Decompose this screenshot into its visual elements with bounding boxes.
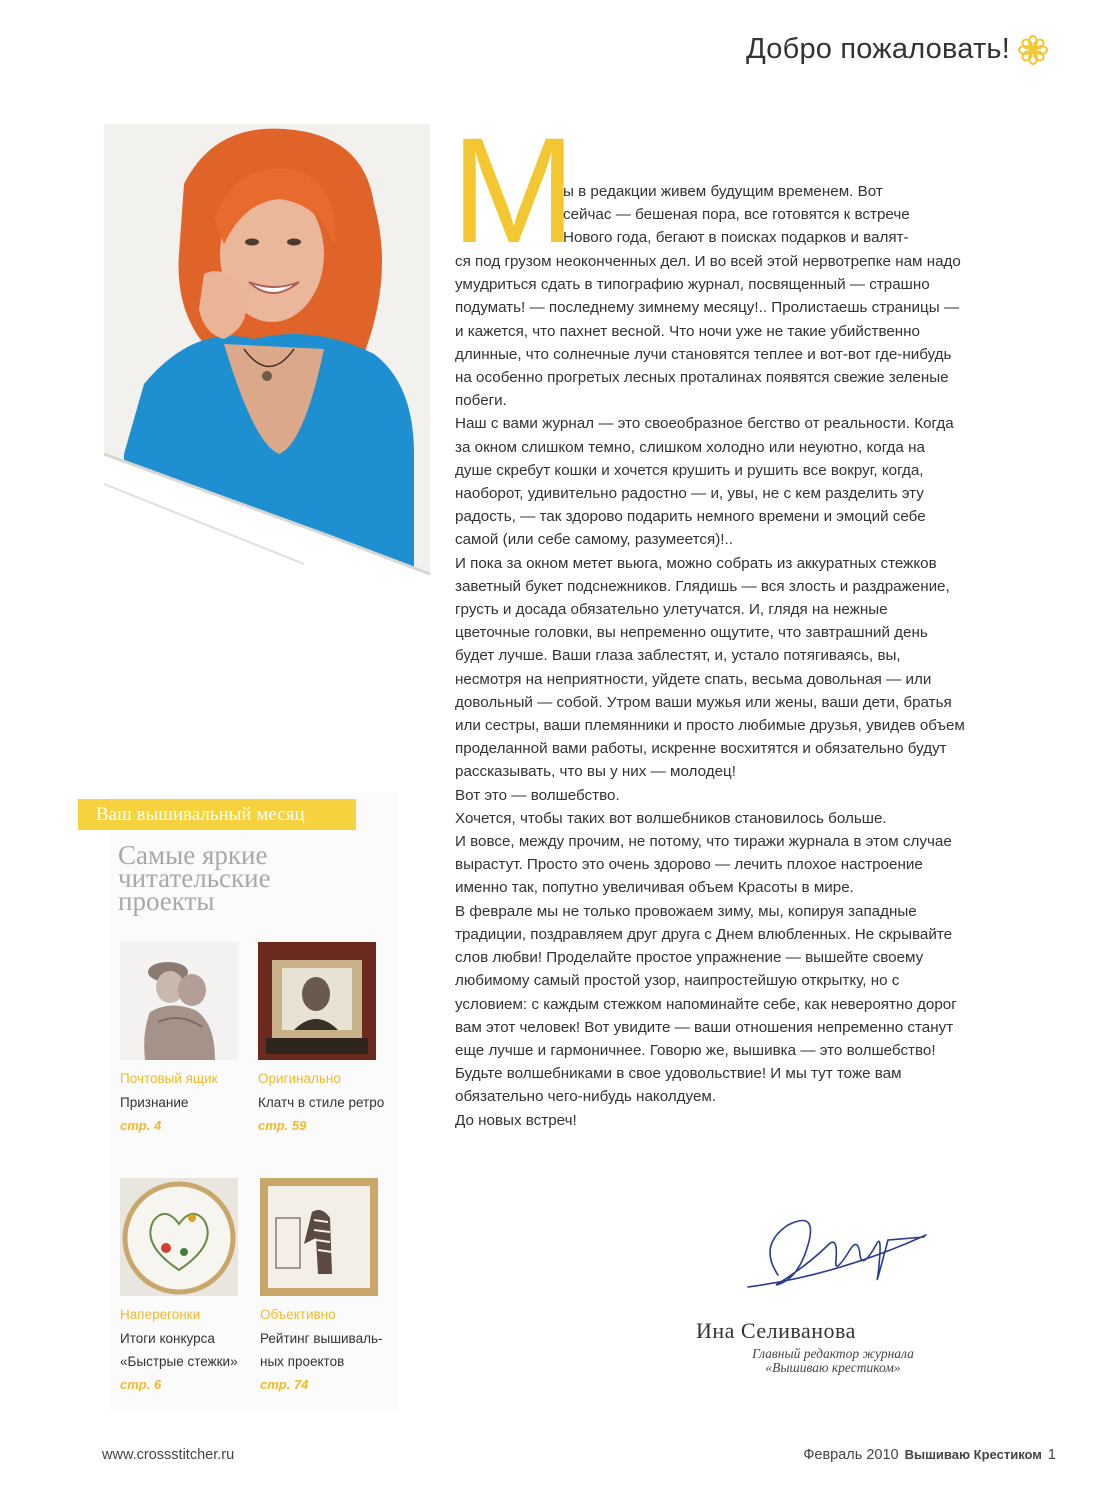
editor-portrait-image [104,124,430,589]
article-first-lines [563,180,965,250]
project-page-link[interactable]: стр. 4 [120,1118,162,1133]
project-description-text: Итоги конкурса «Быстрые стежки» [120,1331,238,1369]
article-paragraph: ся под грузом неоконченных дел. И во всей этой нервотрепке нам надо умудриться сдать в типографию журнал, посвященный — страшно подумать! — последнему зимнему месяцу!.. Пролистаешь страницы — и кажется, что пахнет весной. Что ночи уже не такие убийственно длинные, что солнечные лучи становятся теплее и вот-вот где-нибудь на особенно прогретых лесных проталинах появятся свежие зеленые побеги. [455,253,961,410]
project-card[interactable] [120,1178,250,1396]
article-line: Нового года, бегают в поисках подарков и валят- [563,229,909,247]
article-line: сейчас — бешеная пора, все готовятся к встрече [563,206,910,224]
project-description [120,1327,250,1396]
sketch-couple-image [120,942,238,1060]
article-body [455,250,965,1132]
zebra-stitch-image [260,1178,378,1296]
project-card[interactable] [258,942,388,1137]
article-paragraph: Вот это — волшебство. [455,786,620,804]
reader-projects-sidebar [96,792,398,1412]
page-title: Добро пожаловать! [746,33,1010,65]
drop-cap-letter: М [451,106,576,274]
article-paragraph: Хочется, чтобы таких вот волшебников становилось больше. [455,809,887,827]
project-page-link[interactable]: стр. 6 [120,1377,162,1392]
project-description: Клатч в стиле ретро [258,1095,385,1110]
article-paragraph: Будьте волшебниками в свое удовольствие! И мы тут тоже вам обязательно чего-нибудь наколдуем. [455,1065,902,1106]
issue-date: Февраль 2010 [803,1447,899,1463]
flower-icon [1018,35,1048,65]
sidebar-title-line: проекты [118,886,215,916]
project-card[interactable] [120,942,250,1137]
article-paragraph: И пока за окном метет вьюга, можно собрать из аккуратных стежков заветный букет подснежников. Глядишь — вся злость и раздражение, грусть и досада обязательно улетучатся. И, глядя на нежные цветочные головки, вы непременно ощутите, что завтрашний день будет лучше. Ваши глаза заблестят, и, устало потягиваясь, вы, несмотря на неприятности, уйдете спать, весьма довольная — или довольный — собой. Утром ваши мужья или жены, ваши дети, братья или сестры, ваши племянники и просто любимые друзья, увидев объем проделанной вами работы, искренне восхитятся и обязательно будут рассказывать, что вы у них — молодец! [455,554,965,781]
project-category: Наперегонки [120,1307,201,1322]
drop-cap [451,106,576,274]
article-opening [451,106,965,274]
project-thumbnail [120,1178,238,1296]
project-thumbnail [120,942,238,1060]
project-category: Оригинально [258,1071,341,1086]
sidebar-banner: Ваш вышивальный месяц [78,799,356,830]
project-thumbnail [258,942,376,1060]
magazine-name: Вышиваю Крестиком [904,1447,1042,1462]
project-page-link[interactable]: стр. 59 [258,1118,307,1133]
page-number: 1 [1047,1447,1056,1463]
editor-role-line: «Вышиваю крестиком» [765,1360,901,1375]
project-category: Объективно [260,1307,336,1322]
article-paragraph: До новых встреч! [455,1111,577,1129]
project-thumbnail [260,1178,378,1296]
article-line: ы в редакции живем будущим временем. Вот [563,183,883,200]
sidebar-title-line: Самые яркие [118,840,268,870]
website-link[interactable]: www.crossstitcher.ru [102,1447,235,1463]
article-paragraph: И вовсе, между прочим, не потому, что тиражи журнала в этом случае вырастут. Просто это очень здорово — лечить плохое настроение именно так, попутно увеличивая объем Красоты в мире. [455,833,952,897]
editor-photo [104,124,430,589]
article-paragraph: Наш с вами журнал — это своеобразное бегство от реальности. Когда за окном слишком темно, слишком холодно или неуютно, когда на душе скребут кошки и хочется крушить и рушить все вокруг, когда, наоборот, удивительно радостно — и, увы, не с кем разделить эту радость, — так здорово подарить немного времени и эмоций себе самой (или себе самому, разумеется)!.. [455,415,954,549]
project-card[interactable] [260,1178,390,1396]
page-footer [803,1447,1056,1463]
embroidery-hoop-image [120,1178,238,1296]
editor-role-line: Главный редактор журнала [752,1346,914,1361]
project-description: Признание [120,1095,189,1110]
editor-name: Ина Селиванова [696,1318,856,1343]
retro-clutch-image [258,942,376,1060]
handwritten-signature [748,1205,928,1300]
editorial-article [451,106,965,1132]
project-category: Почтовый ящик [120,1071,218,1086]
sidebar-title [118,840,378,916]
page-header [746,33,1048,66]
editor-role [728,1347,938,1375]
article-paragraph: В феврале мы не только провожаем зиму, мы, копируя западные традиции, поздравляем друг друга с Днем влюбленных. Не скрывайте слов любви! Проделайте простое упражнение — вышейте своему любимому самый простой узор, наипростейшую открытку, но с условием: с каждым стежком напоминайте себе, как невероятно дорог вам этот человек! Вот увидите — ваши отношения непременно станут еще лучше и гармоничнее. Говорю же, вышивка — это волшебство! [455,902,957,1059]
sidebar-title-line: читательские [118,863,271,893]
project-description: Рейтинг вышивальных проектов [260,1331,383,1369]
project-page-link[interactable]: стр. 74 [260,1377,309,1392]
